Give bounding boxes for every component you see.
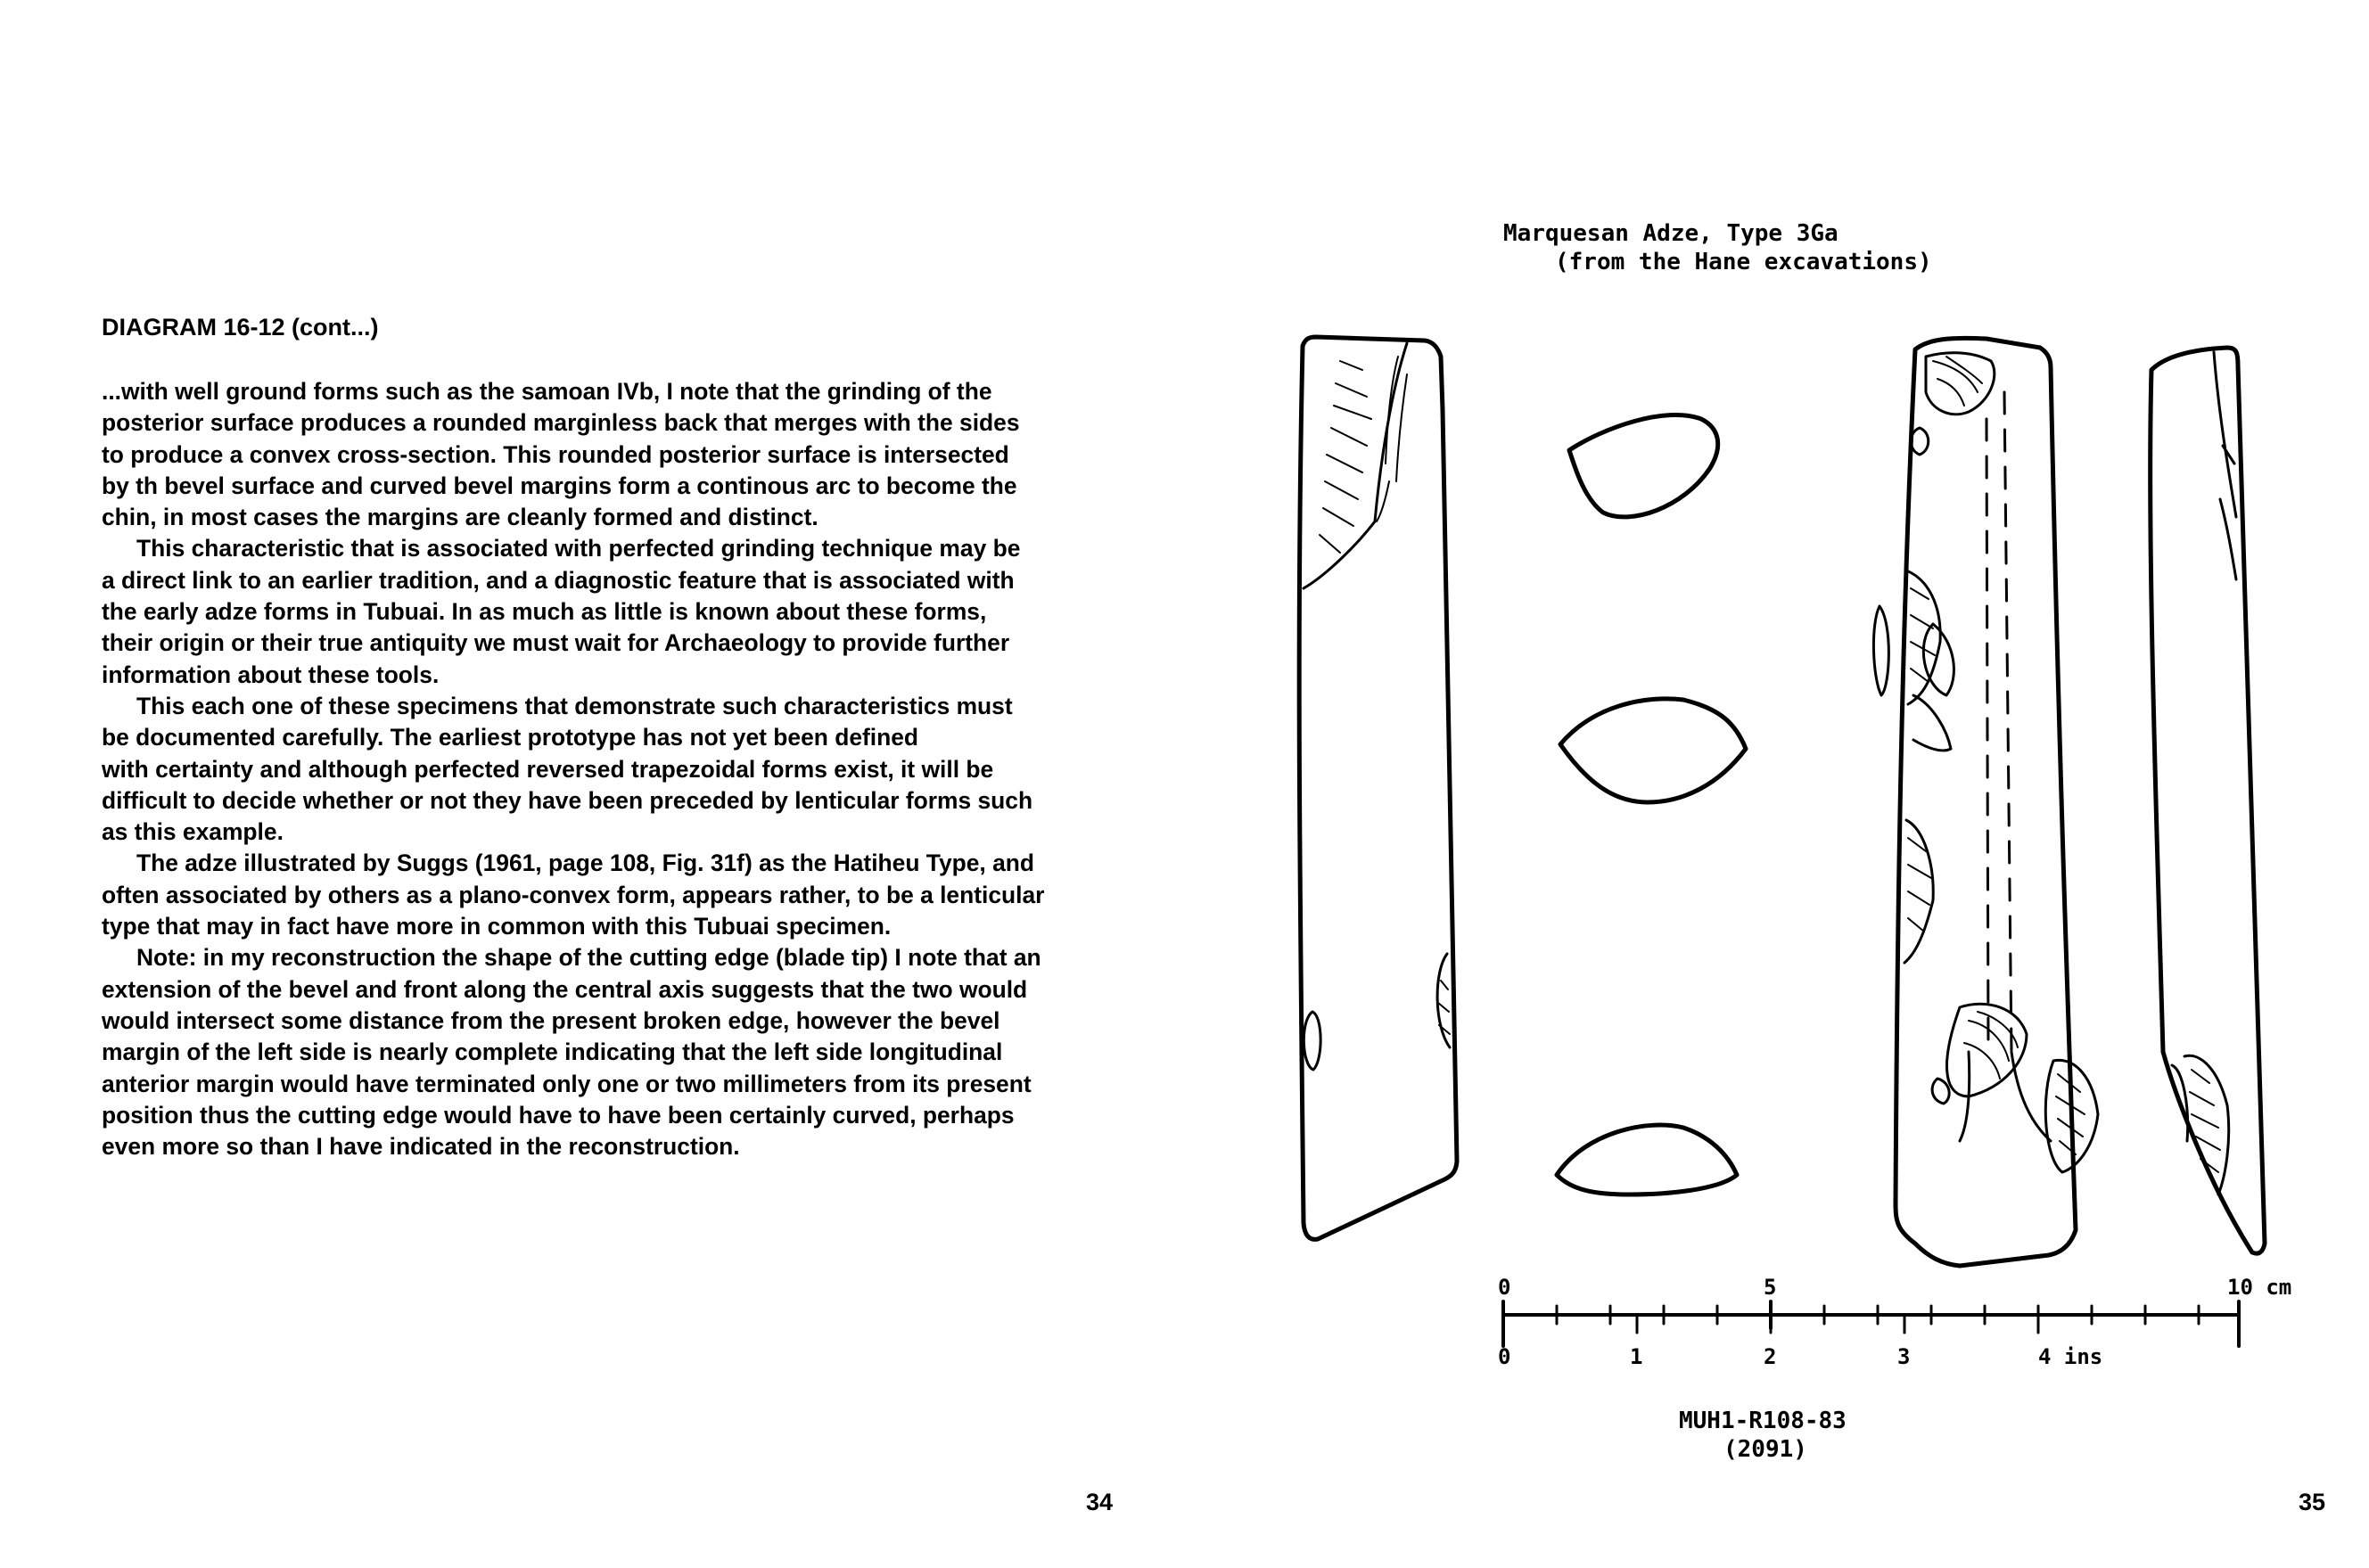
text-line: type that may in fact have more in common with this Tubuai specimen. [102,913,892,940]
scale-in-4: 4 ins [2038,1344,2103,1369]
text-line: to produce a convex cross-section. This rounded posterior surface is intersected [102,440,1009,468]
specimen-id: MUH1-R108-83 [1679,1408,1847,1434]
text-line: a direct link to an earlier tradition, and a diagnostic feature that is associated with [102,566,1015,594]
scale-in-0: 0 [1498,1344,1511,1369]
text-line: This characteristic that is associated with perfected grinding technique may be [136,535,1021,562]
page-number-left: 34 [1086,1489,1114,1515]
text-line: posterior surface produces a rounded marginless back that merges with the sides [102,409,1020,437]
figure-subtitle: (from the Hane excavations) [1555,249,1932,275]
text-line: information about these tools. [102,661,440,688]
scale-cm-5: 5 [1764,1275,1777,1300]
text-line: as this example. [102,818,284,846]
scale-in-1: 1 [1630,1344,1643,1369]
text-line: would intersect some distance from the present broken edge, however the bevel [102,1006,1000,1034]
adze-figure [1184,0,2369,1564]
adze-front-view [1873,338,2098,1266]
text-line: be documented carefully. The earliest prototype has not yet been defined [102,724,919,751]
text-line: even more so than I have indicated in the reconstruction. [102,1133,740,1161]
text-line: with certainty and although perfected reversed trapezoidal forms exist, it will be [102,755,994,783]
text-line: by th bevel surface and curved bevel margins form a continous arc to become the [102,472,1017,499]
text-line: difficult to decide whether or not they have been preceded by lenticular forms such [102,786,1033,814]
diagram-heading: DIAGRAM 16-12 (cont...) [102,314,379,341]
text-line: position thus the cutting edge would have to have been certainly curved, perhaps [102,1101,1015,1129]
scale-in-3: 3 [1897,1344,1911,1369]
text-line: The adze illustrated by Suggs (1961, page 108, Fig. 31f) as the Hatiheu Type, and [136,850,1035,877]
text-line: anterior margin would have terminated only one or two millimeters from its present [102,1070,1032,1097]
text-line: Note: in my reconstruction the shape of the cutting edge (blade tip) I note that an [136,944,1041,972]
text-line: often associated by others as a plano-convex form, appears rather, to be a lenticular [102,881,1045,908]
adze-left-view [1299,337,1457,1239]
text-line: margin of the left side is nearly complete indicating that the left side longitudinal [102,1038,1003,1066]
body-text [102,376,1118,1162]
page-number-right: 35 [2299,1489,2326,1515]
figure-title: Marquesan Adze, Type 3Ga [1503,220,1838,247]
scale-in-2: 2 [1764,1344,1777,1369]
text-line: the early adze forms in Tubuai. In as much as little is known about these forms, [102,598,987,626]
text-line: ...with well ground forms such as the samoan IVb, I note that the grinding of the [102,378,992,405]
adze-profile-view [2151,348,2265,1253]
text-line: chin, in most cases the margins are cleanly formed and distinct. [102,504,818,531]
text-line: their origin or their true antiquity we must wait for Archaeology to provide further [102,629,1010,657]
text-line: This each one of these specimens that demonstrate such characteristics must [136,692,1013,719]
scale-cm-10: 10 cm [2227,1275,2292,1300]
adze-drawing [1184,0,2369,1564]
cross-sections [1557,415,1746,1194]
specimen-number: (2091) [1723,1436,1807,1463]
scale-bars [1503,1301,2239,1346]
text-line: extension of the bevel and front along the central axis suggests that the two would [102,975,1028,1003]
left-page [0,0,1184,1564]
scale-cm-0: 0 [1498,1275,1511,1300]
